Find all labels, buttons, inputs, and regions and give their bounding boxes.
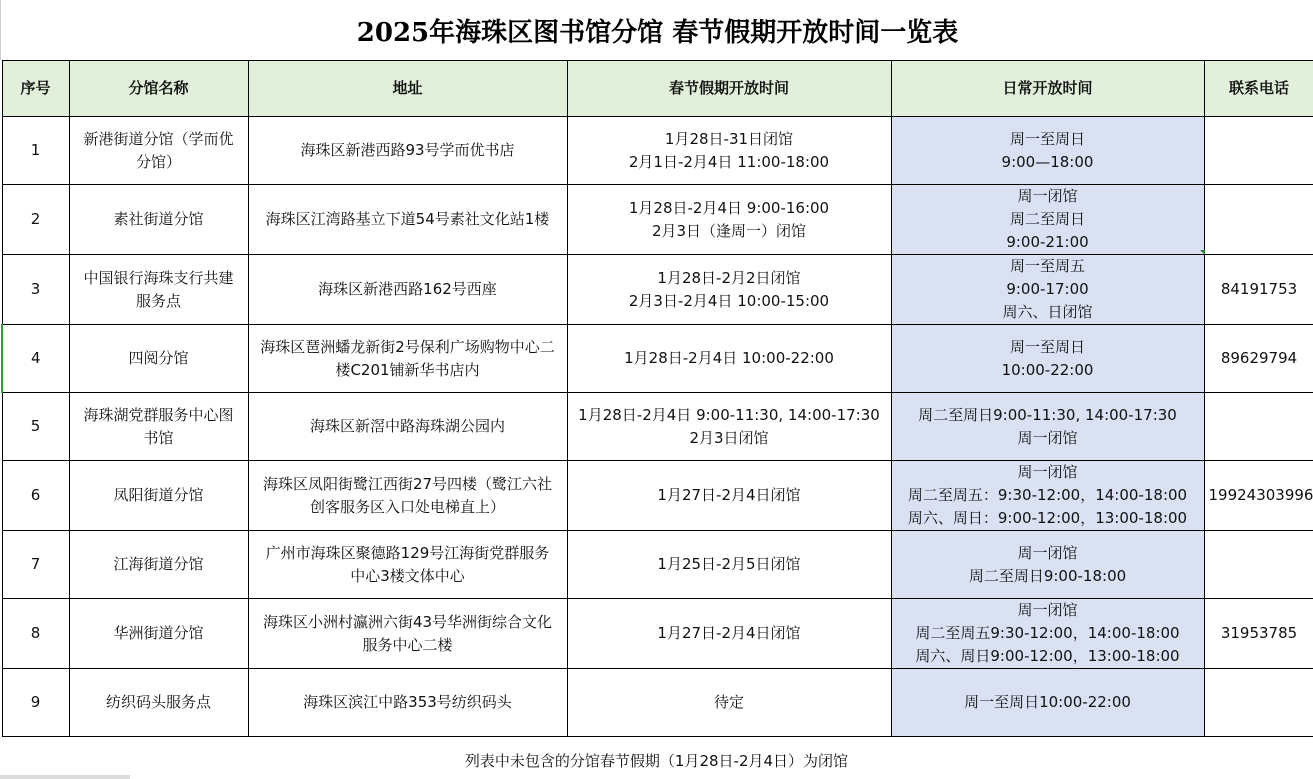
cell-address-line: 海珠区新滘中路海珠湖公园内 (309, 417, 505, 435)
cell-branch-name[interactable] (69, 185, 248, 255)
cell-phone[interactable] (1204, 185, 1313, 255)
cell-address-line: 海珠区琶洲蟠龙新街2号保利广场购物中心二 (260, 337, 555, 356)
cell-phone[interactable]: 84191753 (1204, 255, 1313, 325)
cell-address[interactable] (248, 531, 567, 599)
cell-daily-hours-line: 周一至周五 (1009, 257, 1085, 275)
header-cell-phone[interactable]: 联系电话 (1204, 61, 1313, 117)
cell-comment-marker (1200, 250, 1205, 255)
cell-spring-hours-line: 2月1日-2月4日 11:00-18:00 (628, 152, 830, 171)
cell-address[interactable] (248, 255, 567, 325)
cell-daily-hours-line: 周六、周日9:00-12:00，13:00-18:00 (915, 647, 1180, 665)
table-row (2, 325, 1313, 393)
cell-spring-hours[interactable] (567, 531, 891, 599)
cell-address-line: 服务中心二楼 (362, 635, 453, 654)
cell-daily-hours-line: 周二至周日9:00-18:00 (968, 566, 1127, 585)
cell-spring-hours-line: 待定 (713, 693, 744, 711)
sheet-tab-strip[interactable] (0, 775, 130, 779)
cell-daily-hours-line: 周二至周日 (1009, 210, 1085, 228)
cell-spring-hours-line: 1月28日-2月4日 9:00-16:00 (628, 198, 830, 217)
cell-address-line: 创客服务区入口处电梯直上） (309, 497, 505, 516)
cell-daily-hours-line: 周一至周日10:00-22:00 (964, 693, 1131, 711)
cell-address[interactable] (248, 325, 567, 393)
cell-spring-hours-line: 1月25日-2月5日闭馆 (657, 555, 801, 573)
cell-daily-hours-line: 周一闭馆 (1017, 428, 1078, 447)
table-body (2, 117, 1313, 737)
cell-daily-hours-line: 9:00-21:00 (1006, 233, 1089, 251)
cell-daily-hours-line: 周一闭馆 (1017, 463, 1078, 481)
cell-address[interactable] (248, 393, 567, 461)
header-cell-spring-hours[interactable]: 春节假期开放时间 (567, 61, 891, 117)
table-row (2, 255, 1313, 325)
cell-address[interactable] (248, 185, 567, 255)
cell-address-line: 海珠区凤阳街鹭江西街27号四楼（鹭江六社 (262, 474, 553, 493)
footnote[interactable]: 列表中未包含的分馆春节假期（1月28日-2月4日）为闭馆 (464, 752, 849, 770)
cell-phone[interactable] (1204, 393, 1313, 461)
cell-daily-hours[interactable] (891, 393, 1204, 461)
cell-spring-hours-line: 1月28日-31日闭馆 (664, 129, 794, 148)
cell-index[interactable]: 1 (2, 117, 69, 185)
cell-phone[interactable]: 19924303996 (1204, 461, 1313, 531)
cell-spring-hours-line: 1月28日-2月4日 10:00-22:00 (624, 349, 834, 367)
cell-daily-hours-line: 周一闭馆 (1017, 601, 1078, 619)
table-row (2, 461, 1313, 531)
cell-branch-name-line: 海珠湖党群服务中心图 (83, 405, 234, 424)
sheet-title[interactable]: 2025年海珠区图书馆分馆 春节假期开放时间一览表 (0, 0, 1313, 60)
cell-daily-hours-line: 周一闭馆 (1017, 543, 1078, 562)
cell-address-line: 广州市海珠区聚德路129号江海街党群服务 (265, 543, 550, 562)
cell-daily-hours-line: 10:00-22:00 (1001, 360, 1094, 379)
cell-index[interactable]: 5 (2, 393, 69, 461)
cell-address-line: 海珠区滨江中路353号纺织码头 (303, 693, 512, 711)
cell-branch-name-line: 新港街道分馆（学而优 (83, 129, 234, 148)
cell-daily-hours-line: 周一闭馆 (1017, 187, 1078, 205)
cell-branch-name[interactable] (69, 531, 248, 599)
cell-index[interactable]: 8 (2, 599, 69, 669)
cell-address[interactable] (248, 599, 567, 669)
cell-index[interactable]: 4 (2, 325, 69, 393)
cell-address-line: 海珠区江湾路基立下道54号素社文化站1楼 (265, 210, 550, 228)
cell-spring-hours[interactable] (567, 599, 891, 669)
cell-spring-hours[interactable] (567, 325, 891, 393)
cell-branch-name-line: 书馆 (143, 428, 174, 447)
cell-spring-hours-line: 1月27日-2月4日闭馆 (657, 624, 801, 642)
cell-branch-name[interactable] (69, 599, 248, 669)
table-row (2, 599, 1313, 669)
cell-branch-name[interactable] (69, 669, 248, 737)
cell-branch-name[interactable] (69, 117, 248, 185)
cell-spring-hours[interactable] (567, 185, 891, 255)
cell-branch-name-line: 分馆） (135, 152, 181, 171)
cell-daily-hours[interactable] (891, 599, 1204, 669)
cell-daily-hours[interactable] (891, 325, 1204, 393)
cell-branch-name[interactable] (69, 255, 248, 325)
cell-phone[interactable] (1204, 531, 1313, 599)
cell-phone[interactable]: 89629794 (1204, 325, 1313, 393)
cell-daily-hours-line: 周六、周日：9:00-12:00，13:00-18:00 (907, 509, 1188, 527)
cell-index[interactable]: 2 (2, 185, 69, 255)
header-cell-address[interactable]: 地址 (248, 61, 567, 117)
cell-address-line: 海珠区小洲村瀛洲六街43号华洲街综合文化 (262, 612, 553, 631)
cell-index[interactable]: 7 (2, 531, 69, 599)
cell-branch-name-line: 服务点 (135, 291, 181, 310)
cell-daily-hours-line: 周二至周五9:30-12:00，14:00-18:00 (915, 624, 1180, 642)
cell-phone[interactable]: 31953785 (1204, 599, 1313, 669)
cell-branch-name-line: 纺织码头服务点 (105, 693, 211, 711)
cell-spring-hours-line: 1月28日-2月4日 9:00-11:30, 14:00-17:30 (578, 405, 880, 424)
cell-spring-hours-line: 2月3日闭馆 (689, 428, 769, 447)
cell-daily-hours[interactable] (891, 531, 1204, 599)
cell-phone[interactable] (1204, 669, 1313, 737)
cell-branch-name-line: 江海街道分馆 (113, 555, 204, 573)
cell-daily-hours-line: 周二至周日9:00-11:30, 14:00-17:30 (918, 405, 1177, 424)
cell-index[interactable]: 9 (2, 669, 69, 737)
cell-address-line: 中心3楼文体中心 (350, 566, 465, 585)
header-cell-daily-hours[interactable]: 日常开放时间 (891, 61, 1204, 117)
cell-branch-name-line: 华洲街道分馆 (113, 624, 204, 642)
cell-branch-name-line: 中国银行海珠支行共建 (83, 268, 234, 287)
cell-daily-hours[interactable] (891, 255, 1204, 325)
cell-daily-hours[interactable] (891, 461, 1204, 531)
table-row (2, 117, 1313, 185)
table-row (2, 393, 1313, 461)
cell-spring-hours[interactable] (567, 461, 891, 531)
header-row (2, 61, 1313, 117)
table-row (2, 669, 1313, 737)
schedule-table (1, 60, 1313, 737)
cell-index[interactable]: 6 (2, 461, 69, 531)
cell-address[interactable] (248, 117, 567, 185)
cell-address-line: 楼C201铺新华书店内 (335, 360, 480, 379)
cell-address[interactable] (248, 461, 567, 531)
cell-daily-hours[interactable] (891, 117, 1204, 185)
header-cell-index[interactable]: 序号 (2, 61, 69, 117)
cell-daily-hours-line: 9:00—18:00 (1001, 152, 1094, 171)
cell-spring-hours[interactable] (567, 255, 891, 325)
cell-branch-name-line: 素社街道分馆 (113, 210, 204, 228)
header-cell-branch-name[interactable]: 分馆名称 (69, 61, 248, 117)
table-row (2, 531, 1313, 599)
cell-daily-hours-line: 周二至周五：9:30-12:00，14:00-18:00 (907, 486, 1188, 504)
cell-branch-name[interactable] (69, 325, 248, 393)
cell-daily-hours-line: 周一至周日 (1009, 129, 1085, 148)
cell-spring-hours-line: 2月3日-2月4日 10:00-15:00 (628, 291, 830, 310)
cell-spring-hours-line: 1月28日-2月2日闭馆 (657, 268, 801, 287)
table-row (2, 185, 1313, 255)
cell-address-line: 海珠区新港西路93号学而优书店 (300, 141, 515, 159)
cell-address-line: 海珠区新港西路162号西座 (318, 280, 497, 298)
cell-branch-name[interactable] (69, 393, 248, 461)
cell-daily-hours[interactable] (891, 185, 1204, 255)
cell-spring-hours-line: 2月3日（逢周一）闭馆 (651, 221, 807, 240)
cell-daily-hours-line: 周六、日闭馆 (1002, 303, 1093, 321)
cell-branch-name[interactable] (69, 461, 248, 531)
cell-daily-hours-line: 9:00-17:00 (1006, 280, 1089, 298)
cell-address[interactable] (248, 669, 567, 737)
cell-phone[interactable] (1204, 117, 1313, 185)
cell-spring-hours[interactable] (567, 117, 891, 185)
cell-daily-hours-line: 周一至周日 (1009, 337, 1085, 356)
cell-spring-hours[interactable] (567, 393, 891, 461)
cell-spring-hours[interactable] (567, 669, 891, 737)
cell-spring-hours-line: 1月27日-2月4日闭馆 (657, 486, 801, 504)
cell-branch-name-line: 凤阳街道分馆 (113, 486, 204, 504)
cell-index[interactable]: 3 (2, 255, 69, 325)
cell-branch-name-line: 四阅分馆 (128, 349, 189, 367)
cell-daily-hours[interactable] (891, 669, 1204, 737)
